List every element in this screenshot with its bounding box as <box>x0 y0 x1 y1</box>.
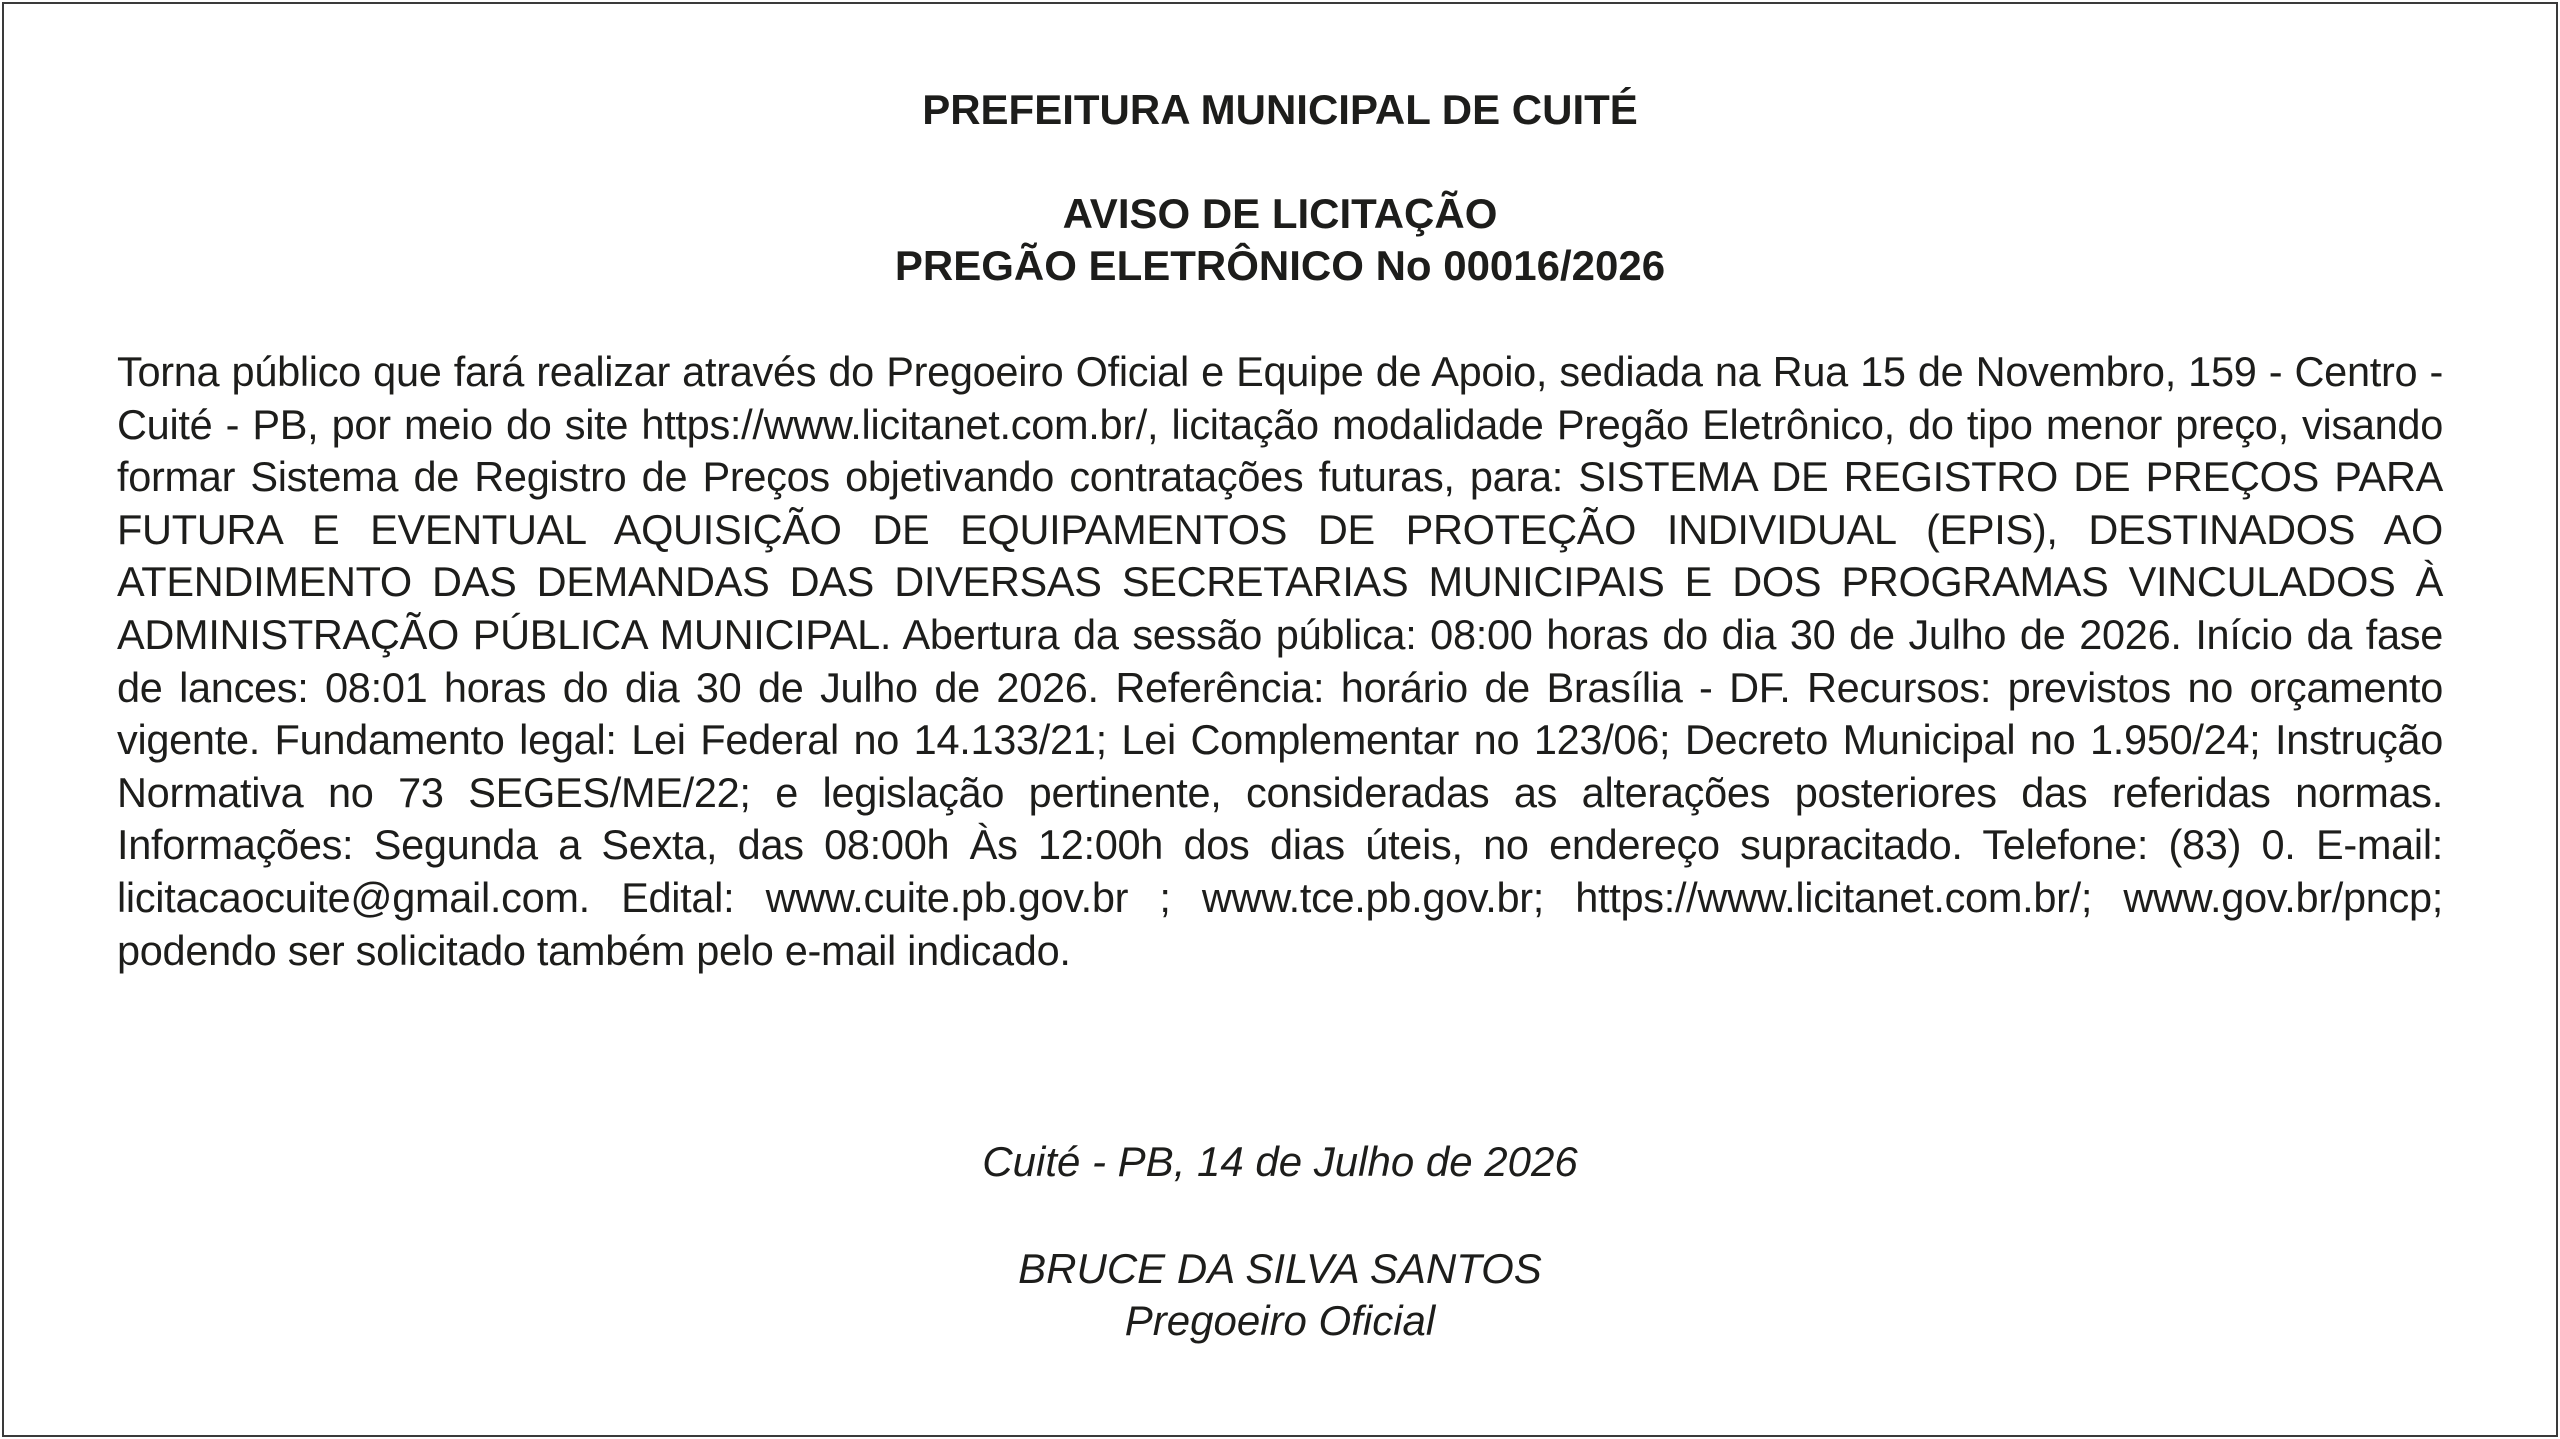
organization-heading: PREFEITURA MUNICIPAL DE CUITÉ <box>922 86 1638 133</box>
place-date: Cuité - PB, 14 de Julho de 2026 <box>982 1138 1578 1185</box>
signatory-role: Pregoeiro Oficial <box>1124 1297 1436 1344</box>
notice-body: Torna público que fará realizar através do Pregoeiro Oficial e Equipe de Apoio, sediada na Rua 15 de Novembro, 159 - Centro - Cuité - PB, por meio do site https://www.licitanet.com.br/, licitação modalidade Pregão Eletrônico, do tipo menor preço, visando formar Sistema de Registro de Preços objetivando contratações futuras, para: SISTEMA DE REGISTRO DE PREÇOS PARA FUTURA E EVENTUAL AQUISIÇÃO DE EQUIPAMENTOS DE PROTEÇÃO INDIVIDUAL (EPIS), DESTINADOS AO ATENDIMENTO DAS DEMANDAS DAS DIVERSAS SECRETARIAS MUNICIPAIS E DOS PROGRAMAS VINCULADOS À ADMINISTRAÇÃO PÚBLICA MUNICIPAL. Abertura da sessão pública: 08:00 horas do dia 30 de Julho de 2026. Início da fase de lances: 08:01 horas do dia 30 de Julho de 2026. Referência: horário de Brasília - DF. Recursos: previstos no orçamento vigente. Fundamento legal: Lei Federal no 14.133/21; Lei Complementar no 123/06; Decreto Municipal no 1.950/24; Instrução Normativa no 73 SEGES/ME/22; e legislação pertinente, consideradas as alterações posteriores das referidas normas. Informações: Segunda a Sexta, das 08:00h Às 12:00h dos dias úteis, no endereço supracitado. Telefone: (83) 0. E-mail: licitacaocuite@gmail.com. Edital: www.cuite.pb.gov.br ; www.tce.pb.gov.br; https://www.licitanet.com.br/; www.gov.br/pncp; podendo ser solicitado também pelo e-mail indicado. <box>117 348 2443 974</box>
notice-title: AVISO DE LICITAÇÃO <box>1062 190 1498 237</box>
notice-subtitle: PREGÃO ELETRÔNICO No 00016/2026 <box>894 242 1666 289</box>
signatory-name: BRUCE DA SILVA SANTOS <box>1018 1245 1542 1292</box>
